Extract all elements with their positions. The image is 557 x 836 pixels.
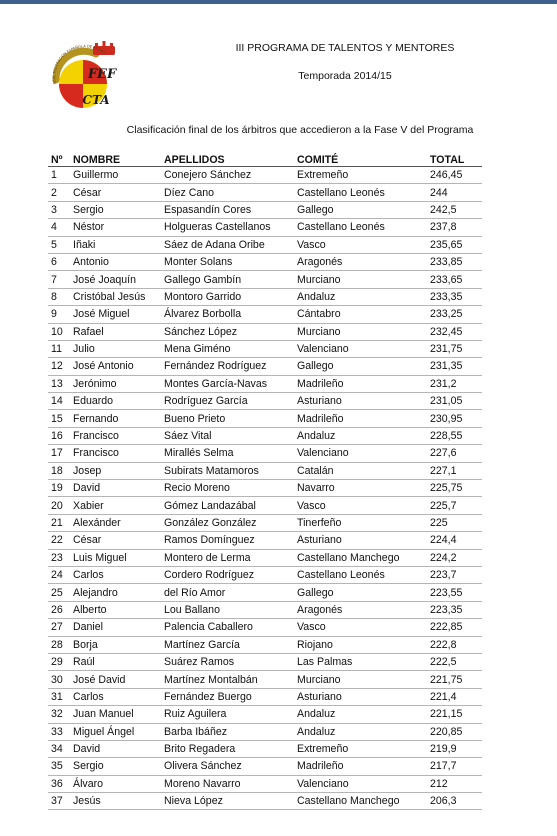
table-row	[48, 740, 482, 757]
logo-letters-fef: FEF	[87, 67, 117, 82]
first-name-cell: César	[70, 532, 161, 549]
total-score-cell: 217,7	[427, 758, 482, 775]
first-name-cell: Jerónimo	[70, 375, 161, 392]
table-row	[48, 340, 482, 357]
first-name-cell: Iñaki	[70, 236, 161, 253]
first-name-cell: José Miguel	[70, 306, 161, 323]
committee-cell: Valenciano	[294, 445, 427, 462]
column-header-total: TOTAL	[427, 149, 482, 167]
committee-cell: Castellano Leonés	[294, 566, 427, 583]
total-score-cell: 224,2	[427, 549, 482, 566]
total-score-cell: 221,15	[427, 706, 482, 723]
surnames-cell: Álvarez Borbolla	[161, 306, 294, 323]
table-row	[48, 532, 482, 549]
first-name-cell: Daniel	[70, 619, 161, 636]
first-name-cell: Eduardo	[70, 393, 161, 410]
surnames-cell: Montoro Garrido	[161, 288, 294, 305]
total-score-cell: 222,85	[427, 619, 482, 636]
committee-cell: Andaluz	[294, 288, 427, 305]
table-row	[48, 462, 482, 479]
table-row	[48, 410, 482, 427]
committee-cell: Catalán	[294, 462, 427, 479]
row-number-cell: 14	[48, 393, 70, 410]
table-row	[48, 375, 482, 392]
surnames-cell: Suárez Ramos	[161, 653, 294, 670]
row-number-cell: 29	[48, 653, 70, 670]
committee-cell: Madrileño	[294, 410, 427, 427]
column-header-surnames: APELLIDOS	[161, 149, 294, 167]
first-name-cell: Julio	[70, 340, 161, 357]
total-score-cell: 225,75	[427, 480, 482, 497]
table-row	[48, 758, 482, 775]
total-score-cell: 231,35	[427, 358, 482, 375]
total-score-cell: 223,35	[427, 601, 482, 618]
table-row	[48, 393, 482, 410]
row-number-cell: 35	[48, 758, 70, 775]
surnames-cell: Conejero Sánchez	[161, 167, 294, 184]
row-number-cell: 24	[48, 566, 70, 583]
surnames-cell: Mirallés Selma	[161, 445, 294, 462]
committee-cell: Murciano	[294, 271, 427, 288]
column-header-name: NOMBRE	[70, 149, 161, 167]
row-number-cell: 8	[48, 288, 70, 305]
table-row	[48, 723, 482, 740]
first-name-cell: José Antonio	[70, 358, 161, 375]
row-number-cell: 4	[48, 219, 70, 236]
classification-subtitle: Clasificación final de los árbitros que accedieron a la Fase V del Programa	[126, 124, 474, 136]
committee-cell: Vasco	[294, 236, 427, 253]
first-name-cell: Rafael	[70, 323, 161, 340]
row-number-cell: 13	[48, 375, 70, 392]
surnames-cell: Barba Ibáñez	[161, 723, 294, 740]
first-name-cell: Sergio	[70, 758, 161, 775]
table-row	[48, 653, 482, 670]
table-row	[48, 253, 482, 270]
table-row	[48, 288, 482, 305]
committee-cell: Gallego	[294, 584, 427, 601]
committee-cell: Asturiano	[294, 532, 427, 549]
top-border	[0, 0, 557, 4]
surnames-cell: Fernández Rodríguez	[161, 358, 294, 375]
season-label: Temporada 2014/15	[298, 70, 392, 82]
surnames-cell: Sáez de Adana Oribe	[161, 236, 294, 253]
total-score-cell: 221,4	[427, 688, 482, 705]
table-row	[48, 514, 482, 531]
first-name-cell: Cristóbal Jesús	[70, 288, 161, 305]
committee-cell: Extremeño	[294, 740, 427, 757]
row-number-cell: 21	[48, 514, 70, 531]
logo-ring-text: REAL FEDERACION ESPAÑOLA DE FUTBO	[52, 44, 106, 85]
table-row	[48, 671, 482, 688]
row-number-cell: 31	[48, 688, 70, 705]
total-score-cell: 231,2	[427, 375, 482, 392]
first-name-cell: Francisco	[70, 445, 161, 462]
committee-cell: Vasco	[294, 619, 427, 636]
surnames-cell: del Río Amor	[161, 584, 294, 601]
surnames-cell: Monter Solans	[161, 253, 294, 270]
surnames-cell: Palencia Caballero	[161, 619, 294, 636]
total-score-cell: 222,8	[427, 636, 482, 653]
table-row	[48, 549, 482, 566]
table-row	[48, 306, 482, 323]
row-number-cell: 5	[48, 236, 70, 253]
first-name-cell: David	[70, 480, 161, 497]
first-name-cell: Carlos	[70, 566, 161, 583]
row-number-cell: 30	[48, 671, 70, 688]
first-name-cell: Juan Manuel	[70, 706, 161, 723]
first-name-cell: Álvaro	[70, 775, 161, 792]
table-row	[48, 427, 482, 444]
committee-cell: Madrileño	[294, 758, 427, 775]
surnames-cell: Montes García-Navas	[161, 375, 294, 392]
first-name-cell: Raúl	[70, 653, 161, 670]
surnames-cell: Holgueras Castellanos	[161, 219, 294, 236]
committee-cell: Valenciano	[294, 340, 427, 357]
surnames-cell: Ramos Domínguez	[161, 532, 294, 549]
surnames-cell: Gallego Gambín	[161, 271, 294, 288]
table-row	[48, 184, 482, 201]
total-score-cell: 246,45	[427, 167, 482, 184]
surnames-cell: Espasandín Cores	[161, 201, 294, 218]
first-name-cell: Alexánder	[70, 514, 161, 531]
surnames-cell: Fernández Buergo	[161, 688, 294, 705]
table-row	[48, 584, 482, 601]
first-name-cell: Alberto	[70, 601, 161, 618]
surnames-cell: Subirats Matamoros	[161, 462, 294, 479]
committee-cell: Andaluz	[294, 706, 427, 723]
row-number-cell: 11	[48, 340, 70, 357]
table-row	[48, 201, 482, 218]
table-row	[48, 706, 482, 723]
total-score-cell: 221,75	[427, 671, 482, 688]
table-row	[48, 358, 482, 375]
surnames-cell: Martínez Montalbán	[161, 671, 294, 688]
row-number-cell: 1	[48, 167, 70, 184]
committee-cell: Tinerfeño	[294, 514, 427, 531]
total-score-cell: 233,35	[427, 288, 482, 305]
total-score-cell: 228,55	[427, 427, 482, 444]
surnames-cell: Moreno Navarro	[161, 775, 294, 792]
row-number-cell: 15	[48, 410, 70, 427]
surnames-cell: Martínez García	[161, 636, 294, 653]
column-header-committee: COMITÉ	[294, 149, 427, 167]
committee-cell: Gallego	[294, 201, 427, 218]
table-row	[48, 236, 482, 253]
first-name-cell: Fernando	[70, 410, 161, 427]
total-score-cell: 233,85	[427, 253, 482, 270]
total-score-cell: 206,3	[427, 793, 482, 810]
table-row	[48, 601, 482, 618]
surnames-cell: Nieva López	[161, 793, 294, 810]
row-number-cell: 16	[48, 427, 70, 444]
first-name-cell: Sergio	[70, 201, 161, 218]
committee-cell: Castellano Leonés	[294, 184, 427, 201]
table-row	[48, 636, 482, 653]
table-header-row	[48, 149, 482, 167]
total-score-cell: 231,05	[427, 393, 482, 410]
rfef-cta-logo	[44, 40, 124, 120]
row-number-cell: 7	[48, 271, 70, 288]
surnames-cell: Mena Giméno	[161, 340, 294, 357]
total-score-cell: 244	[427, 184, 482, 201]
row-number-cell: 17	[48, 445, 70, 462]
committee-cell: Vasco	[294, 497, 427, 514]
row-number-cell: 25	[48, 584, 70, 601]
total-score-cell: 242,5	[427, 201, 482, 218]
committee-cell: Aragonés	[294, 253, 427, 270]
committee-cell: Murciano	[294, 671, 427, 688]
row-number-cell: 3	[48, 201, 70, 218]
row-number-cell: 27	[48, 619, 70, 636]
surnames-cell: Brito Regadera	[161, 740, 294, 757]
first-name-cell: David	[70, 740, 161, 757]
first-name-cell: Carlos	[70, 688, 161, 705]
table-row	[48, 219, 482, 236]
first-name-cell: César	[70, 184, 161, 201]
committee-cell: Asturiano	[294, 688, 427, 705]
first-name-cell: Borja	[70, 636, 161, 653]
table-row	[48, 271, 482, 288]
committee-cell: Riojano	[294, 636, 427, 653]
total-score-cell: 225,7	[427, 497, 482, 514]
first-name-cell: Luis Miguel	[70, 549, 161, 566]
committee-cell: Asturiano	[294, 393, 427, 410]
committee-cell: Castellano Manchego	[294, 549, 427, 566]
logo-letters-cta: CTA	[82, 93, 110, 107]
first-name-cell: Antonio	[70, 253, 161, 270]
committee-cell: Castellano Manchego	[294, 793, 427, 810]
total-score-cell: 223,7	[427, 566, 482, 583]
row-number-cell: 9	[48, 306, 70, 323]
row-number-cell: 26	[48, 601, 70, 618]
row-number-cell: 12	[48, 358, 70, 375]
table-row	[48, 566, 482, 583]
total-score-cell: 212	[427, 775, 482, 792]
total-score-cell: 225	[427, 514, 482, 531]
committee-cell: Extremeño	[294, 167, 427, 184]
surnames-cell: Cordero Rodríguez	[161, 566, 294, 583]
surnames-cell: Gómez Landazábal	[161, 497, 294, 514]
total-score-cell: 233,25	[427, 306, 482, 323]
row-number-cell: 37	[48, 793, 70, 810]
surnames-cell: Bueno Prieto	[161, 410, 294, 427]
total-score-cell: 227,6	[427, 445, 482, 462]
table-row	[48, 480, 482, 497]
first-name-cell: Guillermo	[70, 167, 161, 184]
total-score-cell: 222,5	[427, 653, 482, 670]
row-number-cell: 28	[48, 636, 70, 653]
first-name-cell: Jesús	[70, 793, 161, 810]
committee-cell: Madrileño	[294, 375, 427, 392]
total-score-cell: 233,65	[427, 271, 482, 288]
surnames-cell: González González	[161, 514, 294, 531]
first-name-cell: Francisco	[70, 427, 161, 444]
document-title: III PROGRAMA DE TALENTOS Y MENTORES	[235, 42, 455, 54]
row-number-cell: 10	[48, 323, 70, 340]
surnames-cell: Montero de Lerma	[161, 549, 294, 566]
column-header-number: Nº	[48, 149, 70, 167]
first-name-cell: Alejandro	[70, 584, 161, 601]
total-score-cell: 232,45	[427, 323, 482, 340]
surnames-cell: Díez Cano	[161, 184, 294, 201]
table-body	[48, 167, 482, 810]
total-score-cell: 230,95	[427, 410, 482, 427]
committee-cell: Castellano Leonés	[294, 219, 427, 236]
row-number-cell: 6	[48, 253, 70, 270]
committee-cell: Andaluz	[294, 723, 427, 740]
committee-cell: Gallego	[294, 358, 427, 375]
surnames-cell: Sáez Vital	[161, 427, 294, 444]
total-score-cell: 227,1	[427, 462, 482, 479]
total-score-cell: 231,75	[427, 340, 482, 357]
total-score-cell: 235,65	[427, 236, 482, 253]
table-row	[48, 167, 482, 184]
surnames-cell: Sánchez López	[161, 323, 294, 340]
total-score-cell: 220,85	[427, 723, 482, 740]
table-row	[48, 793, 482, 810]
first-name-cell: José Joaquín	[70, 271, 161, 288]
surnames-cell: Ruiz Aguilera	[161, 706, 294, 723]
first-name-cell: Néstor	[70, 219, 161, 236]
table-row	[48, 445, 482, 462]
row-number-cell: 19	[48, 480, 70, 497]
table-row	[48, 497, 482, 514]
row-number-cell: 23	[48, 549, 70, 566]
committee-cell: Valenciano	[294, 775, 427, 792]
row-number-cell: 33	[48, 723, 70, 740]
row-number-cell: 2	[48, 184, 70, 201]
first-name-cell: Miguel Ángel	[70, 723, 161, 740]
committee-cell: Andaluz	[294, 427, 427, 444]
first-name-cell: José David	[70, 671, 161, 688]
surnames-cell: Lou Ballano	[161, 601, 294, 618]
total-score-cell: 219,9	[427, 740, 482, 757]
total-score-cell: 223,55	[427, 584, 482, 601]
surnames-cell: Olivera Sánchez	[161, 758, 294, 775]
committee-cell: Cántabro	[294, 306, 427, 323]
surnames-cell: Recio Moreno	[161, 480, 294, 497]
row-number-cell: 18	[48, 462, 70, 479]
first-name-cell: Josep	[70, 462, 161, 479]
table-row	[48, 775, 482, 792]
committee-cell: Aragonés	[294, 601, 427, 618]
row-number-cell: 22	[48, 532, 70, 549]
first-name-cell: Xabier	[70, 497, 161, 514]
committee-cell: Las Palmas	[294, 653, 427, 670]
total-score-cell: 224,4	[427, 532, 482, 549]
ranking-table	[48, 149, 482, 810]
row-number-cell: 36	[48, 775, 70, 792]
committee-cell: Navarro	[294, 480, 427, 497]
surnames-cell: Rodríguez García	[161, 393, 294, 410]
row-number-cell: 34	[48, 740, 70, 757]
row-number-cell: 32	[48, 706, 70, 723]
table-row	[48, 619, 482, 636]
table-row	[48, 323, 482, 340]
total-score-cell: 237,8	[427, 219, 482, 236]
row-number-cell: 20	[48, 497, 70, 514]
table-row	[48, 688, 482, 705]
committee-cell: Murciano	[294, 323, 427, 340]
